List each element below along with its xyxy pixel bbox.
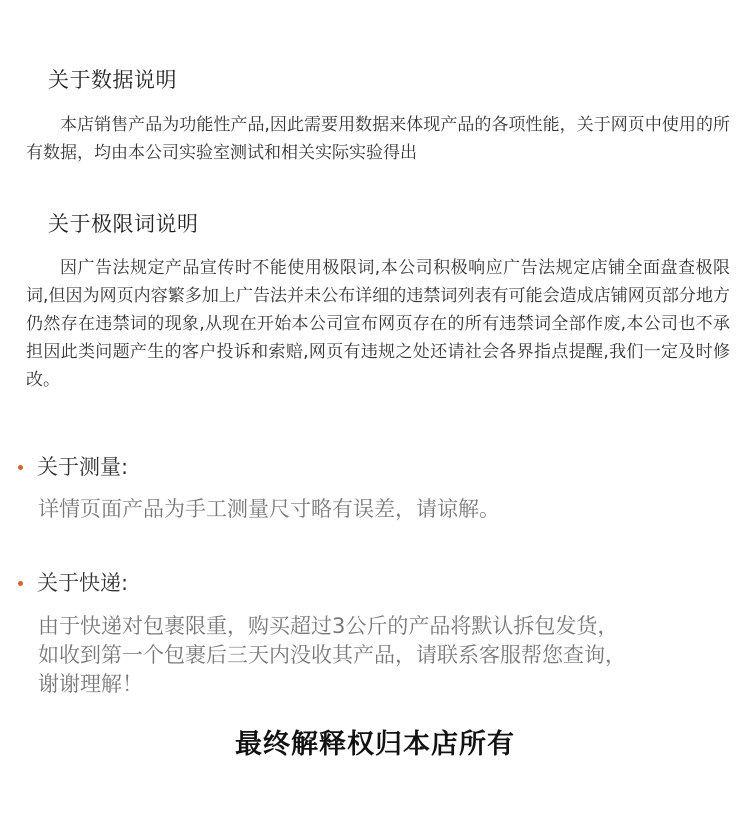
shipping-heading bbox=[18, 573, 128, 594]
data-section-title: 关于数据说明 bbox=[48, 68, 177, 92]
limit-words-section-body: 因广告法规定产品宣传时不能使用极限词,本公司积极响应广告法规定店铺全面盘查极限词,但因为网页内容繁多加上广告法并未公布详细的违禁词列表有可能会造成店铺网页部分地方仍然存在违禁词的现象,从现在开始本公司宣布网页存在的所有违禁词全部作废,本公司也不承担因此类问题产生的客户投诉和索赔,网页有违规之处还请社会各界指点提醒,我们一定及时修改。 bbox=[26, 258, 730, 390]
measurement-line: 详情页面产品为手工测量尺寸略有误差，请谅解。 bbox=[38, 497, 500, 521]
shipping-line-2: 如收到第一个包裹后三天内没收其产品，请联系客服帮您查询， bbox=[38, 643, 626, 667]
shipping-line-1: 由于快递对包裹限重，购买超过3公斤的产品将默认拆包发货， bbox=[38, 614, 619, 638]
bullet-dot-icon bbox=[18, 465, 23, 470]
shipping-line-3: 谢谢理解！ bbox=[38, 672, 143, 696]
final-statement: 最终解释权归本店所有 bbox=[235, 729, 515, 760]
data-section-body: 本店销售产品为功能性产品,因此需要用数据来体现产品的各项性能，关于网页中使用的所有数据，均由本公司实验室测试和相关实际实验得出 bbox=[26, 115, 730, 163]
measurement-heading bbox=[18, 457, 128, 478]
bullet-dot-icon bbox=[18, 581, 23, 586]
limit-words-section-title: 关于极限词说明 bbox=[48, 212, 199, 236]
measurement-title: 关于测量: bbox=[37, 455, 129, 479]
shipping-title: 关于快递: bbox=[37, 571, 129, 595]
